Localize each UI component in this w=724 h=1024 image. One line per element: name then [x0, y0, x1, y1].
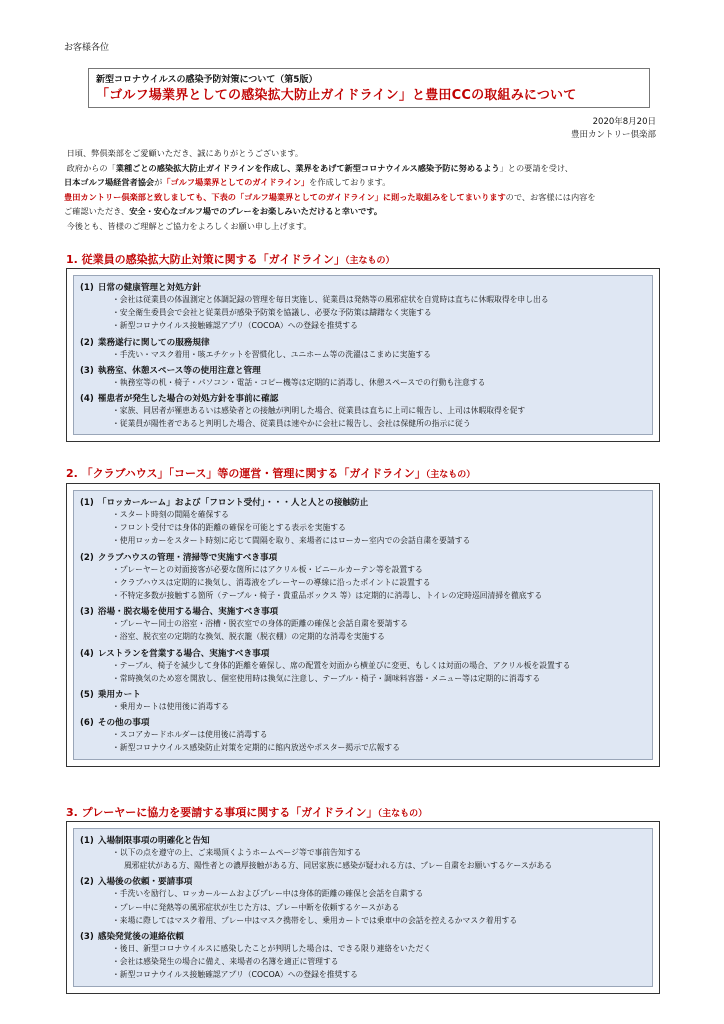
item-title [80, 281, 646, 293]
intro-line [64, 204, 664, 219]
section-heading-text: 2. 「クラブハウス」「コース」等の運営・管理に関する「ガイドライン」 [66, 467, 426, 480]
item-title [80, 875, 646, 887]
bullet: ・執務室等の机・椅子・パソコン・電話・コピー機等は定期的に消毒し、休憩スペースでの行動も注意する [112, 377, 486, 387]
item-title-text: その他の事項 [97, 718, 150, 729]
bullet: ・テーブル、椅子を減少して身体的距離を確保し、席の配置を対面から横並びに変更、もしくは対面の場合、アクリル板を設置する [112, 660, 571, 670]
item-title-text: 執務室、休憩スペース等の使用注意と管理 [97, 365, 261, 376]
section-1-box [66, 268, 660, 442]
section-1-heading [66, 251, 395, 267]
bullet: ・新型コロナウイルス感染防止対策を定期的に館内放送やポスター掲示で広報する [112, 743, 401, 753]
bullet: ・安全衛生委員会で会社と従業員が感染予防策を協議し、必要な予防策は躊躇なく実施する [112, 308, 432, 318]
item-title-text: レストランを営業する場合、実施すべき事項 [97, 648, 270, 659]
section-1-panel [73, 275, 653, 435]
item-number: (4) [80, 394, 94, 405]
item-title-text: 日常の健康管理と対処方針 [97, 283, 201, 293]
item-title-text: 罹患者が発生した場合の対処方針を事前に確認 [97, 394, 279, 405]
intro-line [64, 146, 664, 161]
item-title [80, 647, 646, 659]
section-2-box [66, 483, 660, 767]
intro-text-span: が [154, 177, 163, 188]
intro-text-span: 日頃、弊倶楽部をご愛顧いただき、誠にありがとうございます。 [66, 148, 304, 158]
item-title [80, 716, 646, 728]
intro-text-span: 」との要請を受け、 [499, 162, 573, 173]
intro-text-span: 政府からの「 [66, 162, 116, 173]
item-number: (5) [80, 690, 94, 701]
bullet: ・プレー中に発熱等の風邪症状が生じた方は、プレー中断を依頼するケースがある [112, 902, 400, 912]
section-heading-note: （主なもの） [425, 470, 476, 480]
item-title [80, 688, 646, 700]
document-subtitle: 新型コロナウイルスの感染予防対策について（第5版） [96, 75, 318, 85]
item-title [80, 364, 646, 376]
item-title-text: 乗用カート [97, 690, 141, 701]
section-heading-text: 3. プレーヤーに協力を要請する事項に関する「ガイドライン」 [66, 806, 378, 819]
item-title [80, 496, 646, 508]
section-heading-note: （主なもの） [377, 809, 428, 819]
intro-highlight: 豊田カントリー倶楽部と致しましても、下表の「ゴルフ場業界としてのガイドライン」に則った取組みをしてまいります [64, 191, 506, 202]
item-number: (3) [80, 365, 94, 376]
intro-emphasis: 業種ごとの感染拡大防止ガイドラインを作成し、業界をあげて新型コロナウイルス感染予防に努めるよう [115, 162, 500, 173]
item-number: (1) [80, 498, 94, 508]
bullet: ・従業員が陽性者であると判明した場合、従業員は速やかに会社に報告し、会社は保健所の指示に従う [112, 419, 471, 429]
item-title-text: 業務遂行に関しての服務規律 [97, 337, 210, 348]
item-number: (3) [80, 932, 94, 943]
section-3-heading [66, 804, 427, 820]
bullet: ・クラブハウスは定期的に換気し、消毒液をプレーヤーの導線に沿ったポイントに設置する [112, 577, 431, 587]
document-title: 「ゴルフ場業界としての感染拡大防止ガイドライン」と豊田CCの取組みについて [96, 88, 577, 103]
club-name: 豊田カントリー倶楽部 [570, 130, 656, 140]
section-2-panel [73, 490, 653, 760]
item-title-text: クラブハウスの管理・清掃等で実施すべき事項 [97, 552, 278, 563]
bullet: ・会社は従業員の体温測定と体調記録の管理を毎日実施し、従業員は発熱等の風邪症状を自覚時は直ちに休暇取得を申し出る [112, 295, 549, 304]
bullet: ・手洗い・マスク着用・咳エチケットを習慣化し、ユニホーム等の洗濯はこまめに実施する [112, 349, 431, 359]
bullet: ・フロント受付では身体的距離の確保を可能とする表示を実施する [112, 523, 346, 533]
bullet: ・プレーヤーとの対面接客が必要な箇所にはアクリル板・ビニールカーテン等を設置する [112, 564, 423, 574]
item-title [80, 605, 646, 617]
item-number: (4) [80, 648, 94, 659]
bullet: ・プレーヤー同士の浴室・浴槽・脱衣室での身体的距離の確保と会話自粛を要請する [112, 619, 408, 629]
item-number: (2) [80, 877, 94, 888]
bullet: ・乗用カートは使用後に消毒する [112, 702, 229, 712]
intro-emphasis: 安全・安心なゴルフ場でのプレーをお楽しみいただけると幸いです。 [129, 206, 383, 217]
item-title-text: 「ロッカールーム」および「フロント受付」・・・人と人との接触防止 [97, 498, 369, 508]
bullet: ・スタート時刻の間隔を確保する [112, 510, 229, 519]
bullet: ・浴室、脱衣室の定期的な換気、脱衣籠（脱衣棚）の定期的な消毒を実施する [112, 632, 385, 642]
item-number: (6) [80, 718, 94, 729]
bullet: ・後日、新型コロナウイルスに感染したことが判明した場合は、できる限り連絡をいただく [112, 944, 432, 954]
bullet: 風邪症状がある方、陽性者との濃厚接触がある方、同居家族に感染が疑われる方は、プレー自粛をお願いするケースがある [124, 861, 553, 871]
bullet: ・新型コロナウイルス接触確認アプリ（COCOA）への登録を推奨する [112, 321, 358, 331]
item-number: (2) [80, 552, 94, 563]
bullet: ・手洗いを励行し、ロッカールームおよびプレー中は身体的距離の確保と会話を自粛する [112, 889, 424, 899]
bullet: ・以下の点を遵守の上、ご来場頂くようホームページ等で事前告知する [112, 848, 362, 857]
intro-line [64, 190, 664, 205]
section-3-box [66, 821, 660, 994]
intro-line [64, 161, 664, 176]
bullet: ・不特定多数が接触する箇所（テーブル・椅子・貴重品ボックス 等）は定期的に消毒し、トイレの定時巡回清掃を徹底する [112, 591, 543, 601]
intro-highlight: 「ゴルフ場業界としてのガイドライン」 [162, 177, 310, 188]
intro-text [64, 146, 664, 234]
item-title [80, 551, 646, 563]
intro-text-span: を作成しております。 [309, 177, 391, 188]
item-number: (3) [80, 607, 94, 618]
intro-text-span: ので、お客様には内容を [505, 191, 596, 202]
item-title [80, 392, 646, 404]
section-heading-text: 1. 従業員の感染拡大防止対策に関する「ガイドライン」 [66, 253, 346, 266]
bullet: ・スコアカードホルダーは使用後に消毒する [112, 730, 268, 740]
bullet: ・常時換気のため窓を開放し、個室使用時は換気に注意し、テーブル・椅子・調味料容器・メニュー等は定期的に消毒する [112, 673, 541, 683]
item-title [80, 834, 646, 846]
item-title-text: 感染発覚後の連絡依頼 [97, 932, 184, 943]
intro-line [64, 175, 664, 190]
bullet: ・使用ロッカーをスタート時刻に応じて間隔を取り、来場者にはローカー室内での会話自粛を要請する [112, 536, 471, 546]
item-title-text: 入場制限事項の明確化と告知 [97, 836, 210, 846]
item-number: (2) [80, 337, 94, 348]
item-title-text: 浴場・脱衣場を使用する場合、実施すべき事項 [97, 607, 279, 618]
bullet: ・新型コロナウイルス接触確認アプリ（COCOA）への登録を推奨する [112, 970, 358, 980]
intro-emphasis: 日本ゴルフ場経営者協会 [64, 177, 155, 188]
salutation: お客様各位 [64, 43, 110, 53]
item-title [80, 336, 646, 348]
bullet: ・来場に際してはマスク着用、プレー中はマスク携帯をし、乗用カートでは乗車中の会話を控えるかマスク着用する [112, 915, 518, 925]
bullet: ・会社は感染発生の場合に備え、来場者の名簿を適正に管理する [112, 957, 339, 967]
section-3-panel [73, 828, 653, 987]
issue-date: 2020年8月20日 [592, 117, 656, 127]
bullet: ・家族、同居者が罹患あるいは感染者との接触が判明した場合、従業員は直ちに上司に報告し、上司は休暇取得を促す [112, 406, 526, 416]
intro-text-span: 今後とも、皆様のご理解とご協力をよろしくお願い申し上げます。 [66, 220, 312, 231]
item-number: (1) [80, 836, 94, 846]
intro-line [64, 219, 664, 234]
intro-text-span: ご確認いただき、 [64, 206, 130, 217]
section-heading-note: （主なもの） [345, 256, 395, 266]
item-number: (1) [80, 283, 94, 293]
section-2-heading [66, 465, 475, 481]
item-title [80, 930, 646, 942]
item-title-text: 入場後の依頼・要請事項 [97, 877, 193, 888]
